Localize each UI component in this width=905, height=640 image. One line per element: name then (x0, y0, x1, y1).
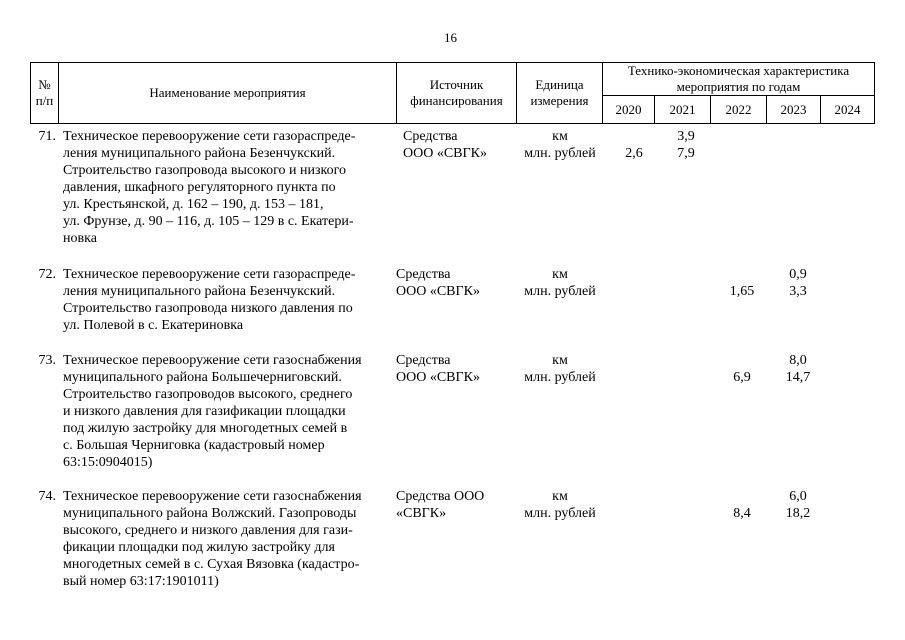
funding-source (403, 128, 513, 162)
row-number: 71. (38, 129, 56, 144)
funding-source (396, 352, 506, 386)
row-number: 74. (38, 489, 56, 504)
header-num: № п/п (31, 63, 59, 124)
event-name-line: Строительство газопровода низкого давления по (63, 301, 353, 316)
value-line (608, 128, 660, 145)
event-name-line: Техническое перевооружение сети газораспреде- (63, 267, 356, 282)
value-2022 (716, 488, 768, 522)
value-line: 1,65 (729, 284, 755, 299)
row-number: 73. (38, 353, 56, 368)
event-name-line: ул. Крестьянской, д. 162 – 190, д. 153 – 181, (63, 197, 324, 212)
value-line: 18,2 (785, 506, 811, 521)
unit-line: км (552, 267, 568, 282)
funding-source-line: ООО «СВГК» (396, 284, 480, 299)
event-name-line: Техническое перевооружение сети газоснабжения (63, 489, 362, 504)
event-name-line: ления муниципального района Безенчукский. (63, 284, 336, 299)
header-unit: Единица измерения (517, 63, 603, 124)
event-name-line: 63:15:0904015) (63, 455, 153, 470)
unit-line: км (552, 353, 568, 368)
funding-source-line: Средства (396, 267, 451, 282)
header-year: 2021 (655, 96, 711, 124)
event-name-line: с. Большая Черниговка (кадастровый номер (63, 438, 325, 453)
funding-source-line: Средства (403, 129, 458, 144)
unit-line: млн. рублей (524, 506, 596, 521)
value-line: 6,0 (789, 489, 807, 504)
event-name-line: вый номер 63:17:1901011) (63, 574, 219, 589)
unit-line: км (552, 489, 568, 504)
value-line: 0,9 (789, 267, 807, 282)
value-2023 (772, 352, 824, 386)
header-year: 2020 (603, 96, 655, 124)
event-name-line: ул. Полевой в с. Екатериновка (63, 318, 244, 333)
event-name-line: фикации площадки под жилую застройку для (63, 540, 335, 555)
event-name-line: Техническое перевооружение сети газораспреде- (63, 129, 356, 144)
event-name-line: многодетных семей в с. Сухая Вязовка (кадастро- (63, 557, 360, 572)
event-name-line: Техническое перевооружение сети газоснабжения (63, 353, 362, 368)
funding-source-line: Средства (396, 353, 451, 368)
value-line: 14,7 (785, 370, 811, 385)
value-2020 (608, 128, 660, 162)
event-name-line: ления муниципального района Безенчукский. (63, 146, 336, 161)
unit-line: млн. рублей (524, 370, 596, 385)
unit-line: км (552, 129, 568, 144)
value-line: 7,9 (677, 146, 695, 161)
value-line: 2,6 (625, 146, 643, 161)
value-line (716, 488, 768, 505)
value-line: 6,9 (733, 370, 751, 385)
event-name (63, 266, 390, 334)
unit (517, 266, 603, 300)
event-name-line: давления, шкафного регуляторного пункта по (63, 180, 336, 195)
value-line: 3,9 (677, 129, 695, 144)
event-name-line: высокого, среднего и низкого давления для гази- (63, 523, 353, 538)
event-name-line: и низкого давления для газификации площадки (63, 404, 346, 419)
funding-source-line: ООО «СВГК» (403, 146, 487, 161)
unit (517, 128, 603, 162)
header-year: 2022 (711, 96, 767, 124)
unit (517, 352, 603, 386)
event-name (63, 128, 390, 247)
event-name (63, 352, 390, 471)
value-2022 (716, 266, 768, 300)
table-header (30, 62, 875, 124)
row-number: 72. (38, 267, 56, 282)
value-2022 (716, 352, 768, 386)
event-name-line: Строительство газопровода высокого и низкого (63, 163, 347, 178)
value-2023 (772, 488, 824, 522)
unit (517, 488, 603, 522)
value-line (716, 352, 768, 369)
page-number: 16 (444, 30, 457, 45)
event-name-line: под жилую застройку для многодетных семей в (63, 421, 348, 436)
event-name-line: Строительство газопроводов высокого, среднего (63, 387, 353, 402)
header-name: Наименование мероприятия (59, 63, 397, 124)
value-line: 8,4 (733, 506, 751, 521)
event-name-line: новка (63, 231, 97, 246)
funding-source-line: ООО «СВГК» (396, 370, 480, 385)
funding-source (396, 488, 506, 522)
value-line (716, 266, 768, 283)
value-line: 8,0 (789, 353, 807, 368)
funding-source-line: Средства ООО (396, 489, 485, 504)
unit-line: млн. рублей (524, 284, 596, 299)
value-2021 (660, 128, 712, 162)
unit-line: млн. рублей (524, 146, 596, 161)
funding-source-line: «СВГК» (396, 506, 447, 521)
header-year: 2023 (767, 96, 821, 124)
header-source: Источник финансирования (397, 63, 517, 124)
event-name (63, 488, 390, 590)
event-name-line: ул. Фрунзе, д. 90 – 116, д. 105 – 129 в с. Екатери- (63, 214, 354, 229)
event-name-line: муниципального района Большечерниговский. (63, 370, 342, 385)
header-characteristic: Технико-экономическая характеристика мероприятия по годам (603, 63, 875, 96)
funding-source (396, 266, 506, 300)
event-name-line: муниципального района Волжский. Газопроводы (63, 506, 357, 521)
header-year: 2024 (821, 96, 875, 124)
value-line: 3,3 (789, 284, 807, 299)
value-2023 (772, 266, 824, 300)
